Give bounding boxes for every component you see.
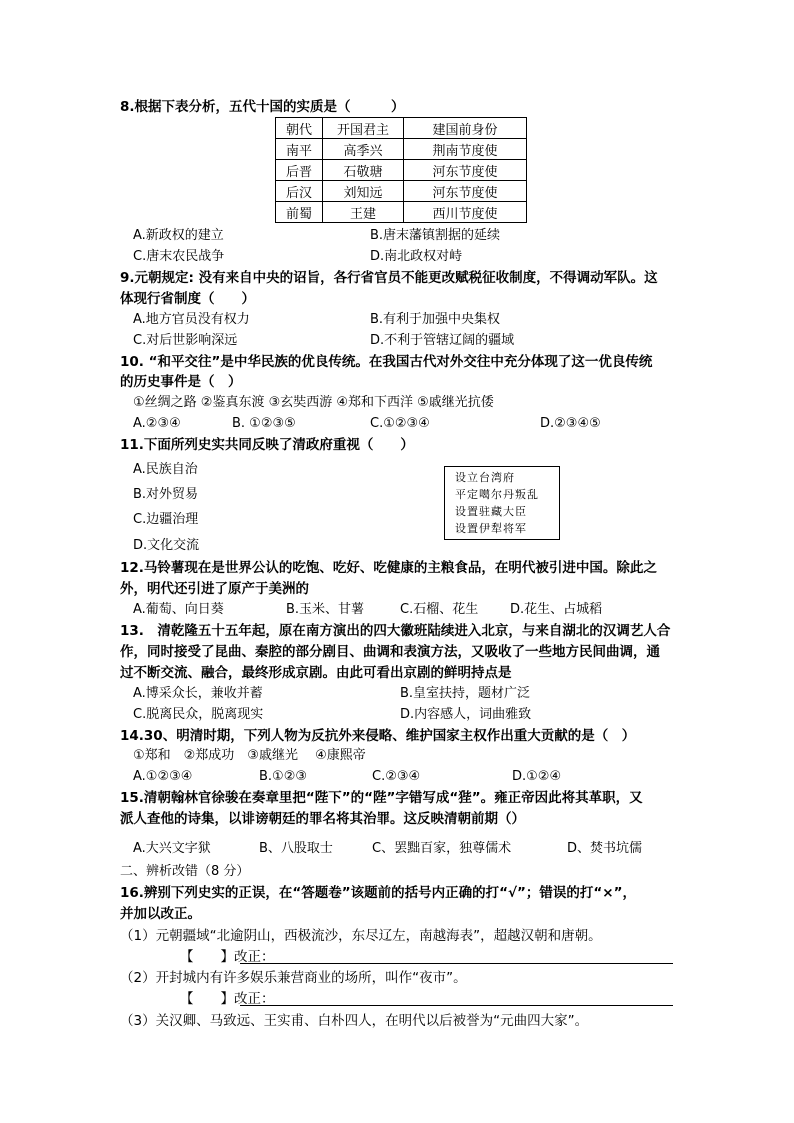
q9-option-d: D.不利于管辖辽阔的疆域 <box>370 333 515 348</box>
q15-option-b: B、八股取士 <box>259 841 333 856</box>
q11-fact: 设置驻藏大臣 <box>455 505 527 518</box>
q14-option-a: A.①②③④ <box>133 769 193 784</box>
q16-answer-line-1[interactable] <box>240 963 673 964</box>
table-cell: 前蜀 <box>276 202 323 223</box>
table-row <box>276 139 527 160</box>
q8-option-b: B.唐末藩镇割据的延续 <box>370 228 501 243</box>
q16-answer-line-2[interactable] <box>240 1005 673 1006</box>
q11-fact: 平定噶尔丹叛乱 <box>455 488 539 501</box>
q15-stem-line1: 15.清朝翰林官徐骏在奏章里把“陛下”的“陛”字错写成“狴”。雍正帝因此将其革职，又 <box>120 790 643 806</box>
table-cell: 刘知远 <box>323 181 404 202</box>
q15-option-d: D、焚书坑儒 <box>567 841 643 856</box>
q12-option-c: C.石榴、花生 <box>400 602 479 617</box>
q13-stem-line1: 13. 清乾隆五十五年起，原在南方演出的四大徽班陆续进入北京，与来自湖北的汉调艺人合 <box>120 623 671 639</box>
table-cell: 河东节度使 <box>404 160 527 181</box>
q15-option-a: A.大兴文字狱 <box>133 841 211 856</box>
table-row <box>276 160 527 181</box>
q13-option-b: B.皇室扶持，题材广泛 <box>400 686 531 701</box>
q12-stem-line2: 外，明代还引进了原产于美洲的 <box>120 581 309 597</box>
q8-option-a: A.新政权的建立 <box>133 228 224 243</box>
q12-stem-line1: 12.马铃薯现在是世界公认的吃饱、吃好、吃健康的主粮食品，在明代被引进中国。除此之 <box>120 560 657 576</box>
q13-stem-line3: 过不断交流、融合，最终形成京剧。由此可看出京剧的鲜明持点是 <box>120 665 512 681</box>
q14-stem: 14.30、明清时期，下列人物为反抗外来侵略、维护国家主权作出重大贡献的是（ ） <box>120 728 636 744</box>
q10-stem-line1: 10. “和平交往”是中华民族的优良传统。在我国古代对外交往中充分体现了这一优良传统 <box>120 354 653 370</box>
q9-stem-line2: 体现行省制度（ ） <box>120 291 255 307</box>
q9-stem-line1: 9.元朝规定: 没有来自中央的诏旨，各行省官员不能更改赋税征收制度，不得调动军队。这 <box>120 270 658 286</box>
dynasty-table <box>275 117 527 223</box>
table-cell: 王建 <box>323 202 404 223</box>
q10-stem-line2: 的历史事件是（ ） <box>120 374 242 390</box>
q12-option-d: D.花生、占城稻 <box>510 602 603 617</box>
q14-items: ①郑和 ②郑成功 ③戚继光 ④康熙帝 <box>133 748 366 763</box>
q9-option-b: B.有利于加强中央集权 <box>370 312 501 327</box>
q16-correction-label-1: 【 】改正： <box>180 949 275 965</box>
q16-statement-1: （1）元朝疆域“北逾阴山，西极流沙，东尽辽左，南越海表”，超越汉朝和唐朝。 <box>120 928 602 944</box>
q8-option-c: C.唐末农民战争 <box>133 249 225 264</box>
q11-facts-box <box>444 466 560 540</box>
table-cell: 高季兴 <box>323 139 404 160</box>
q11-option-b: B.对外贸易 <box>133 487 199 502</box>
table-cell: 南平 <box>276 139 323 160</box>
table-header: 朝代 <box>276 118 323 139</box>
q11-stem: 11.下面所列史实共同反映了清政府重视（ ） <box>120 437 414 453</box>
q10-option-c: C.①②③④ <box>370 416 430 431</box>
q12-option-b: B.玉米、甘薯 <box>286 602 365 617</box>
q16-statement-3: （3）关汉卿、马致远、王实甫、白朴四人，在明代以后被誉为“元曲四大家”。 <box>120 1013 589 1029</box>
table-cell: 河东节度使 <box>404 181 527 202</box>
q14-option-c: C.②③④ <box>372 769 421 784</box>
table-cell: 西川节度使 <box>404 202 527 223</box>
q8-stem: 8.根据下表分析，五代十国的实质是（ ） <box>120 99 405 115</box>
q13-option-a: A.博采众长，兼收并蓄 <box>133 686 263 701</box>
table-cell: 荆南节度使 <box>404 139 527 160</box>
table-cell: 石敬瑭 <box>323 160 404 181</box>
table-cell: 后汉 <box>276 181 323 202</box>
q11-option-a: A.民族自治 <box>133 462 198 477</box>
q11-fact: 设置伊犁将军 <box>455 522 527 535</box>
q16-stem-line1: 16.辨别下列史实的正误，在“答题卷”该题前的括号内正确的打“√”；错误的打“×”， <box>120 885 636 901</box>
q11-option-c: C.边疆治理 <box>133 512 199 527</box>
table-row <box>276 202 527 223</box>
table-header: 建国前身份 <box>404 118 527 139</box>
q16-statement-2: （2）开封城内有许多娱乐兼营商业的场所，叫作“夜市”。 <box>120 970 467 986</box>
q14-option-d: D.①②④ <box>512 769 562 784</box>
q16-stem-line2: 并加以改正。 <box>120 906 201 922</box>
q15-stem-line2: 派人查他的诗集，以诽谤朝廷的罪名将其治罪。这反映清朝前期（） <box>120 811 525 827</box>
q9-option-a: A.地方官员没有权力 <box>133 312 250 327</box>
table-header-row <box>276 118 527 139</box>
q16-correction-label-2: 【 】改正： <box>180 991 275 1007</box>
q13-option-d: D.内容感人，词曲雅致 <box>400 707 532 722</box>
table-header: 开国君主 <box>323 118 404 139</box>
q15-option-c: C、罢黜百家，独尊儒术 <box>372 841 512 856</box>
q11-option-d: D.文化交流 <box>133 538 200 553</box>
q14-option-b: B.①②③ <box>259 769 308 784</box>
q12-option-a: A.葡萄、向日葵 <box>133 602 224 617</box>
q10-items: ①丝绸之路 ②鉴真东渡 ③玄奘西游 ④郑和下西洋 ⑤戚继光抗倭 <box>133 395 494 410</box>
q9-option-c: C.对后世影响深远 <box>133 333 238 348</box>
q13-option-c: C.脱离民众，脱离现实 <box>133 707 264 722</box>
table-cell: 后晋 <box>276 160 323 181</box>
q10-option-a: A.②③④ <box>133 416 181 431</box>
section-2-heading: 二、辨析改错（8 分） <box>120 864 250 879</box>
q13-stem-line2: 作，同时接受了昆曲、秦腔的部分剧目、曲调和表演方法，又吸收了一些地方民间曲调，通 <box>120 644 660 660</box>
q11-fact: 设立台湾府 <box>455 471 515 484</box>
q10-option-d: D.②③④⑤ <box>540 416 601 431</box>
q10-option-b: B. ①②③⑤ <box>232 416 296 431</box>
q8-option-d: D.南北政权对峙 <box>370 249 463 264</box>
table-row <box>276 181 527 202</box>
